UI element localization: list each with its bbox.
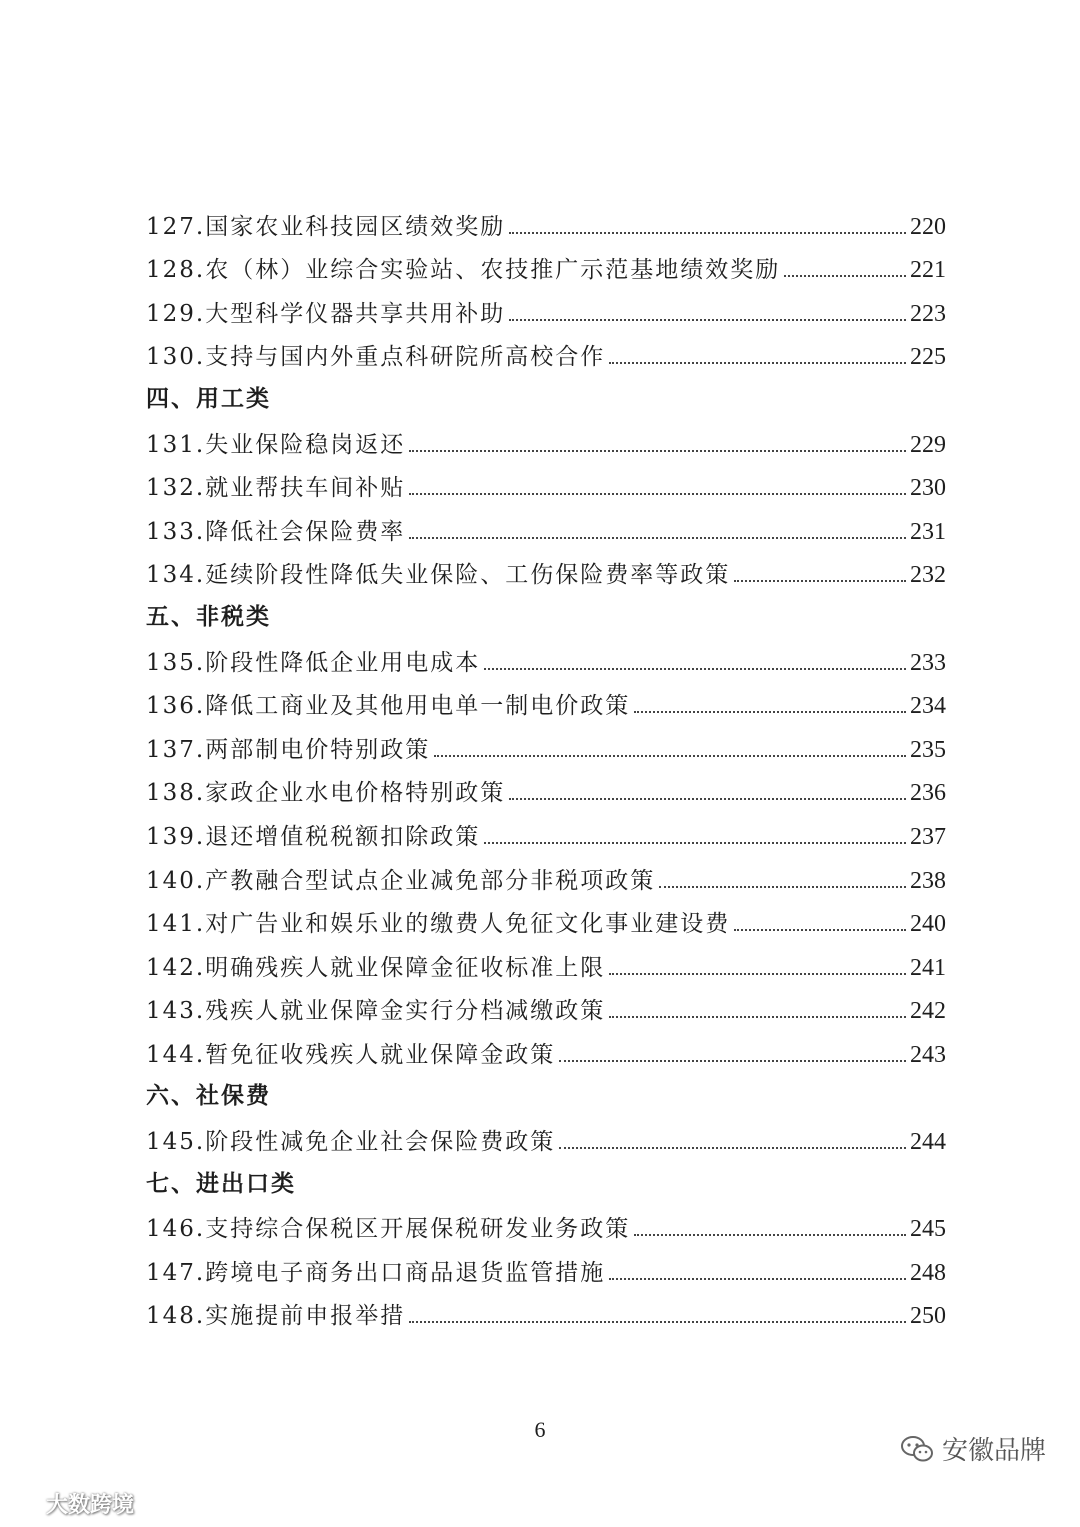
dot-leader (609, 973, 906, 975)
toc-entry-page: 220 (910, 213, 946, 240)
toc-entry[interactable] (146, 631, 946, 675)
toc-entry-page: 248 (910, 1259, 946, 1286)
watermark-left (6, 1488, 134, 1519)
toc-entry-page: 240 (910, 911, 946, 938)
toc-entry[interactable] (146, 1198, 946, 1242)
toc-entry[interactable] (146, 762, 946, 806)
toc-entry[interactable] (146, 849, 946, 893)
toc-entry-page: 234 (910, 693, 946, 720)
toc-entry-label: 141.对广告业和娱乐业的缴费人免征文化事业建设费 (146, 911, 731, 938)
toc-entry-label: 139.退还增值税税额扣除政策 (146, 823, 481, 850)
toc-entry-label: 129.大型科学仪器共享共用补助 (146, 300, 506, 327)
toc-entry[interactable] (146, 893, 946, 937)
dot-leader (509, 798, 906, 800)
toc-entry-label: 142.明确残疾人就业保障金征收标准上限 (146, 954, 606, 981)
dot-leader (509, 232, 906, 234)
toc-entry-page: 231 (910, 518, 946, 545)
dot-leader (609, 1278, 906, 1280)
watermark-right (900, 1430, 1046, 1467)
dot-leader (734, 580, 906, 582)
toc-entry-label: 137.两部制电价特别政策 (146, 736, 431, 763)
toc-entry-page: 235 (910, 736, 946, 763)
dot-leader (509, 319, 906, 321)
toc-entry[interactable] (146, 718, 946, 762)
toc-entry-label: 147.跨境电子商务出口商品退货监管措施 (146, 1259, 606, 1286)
toc-entry-label: 146.支持综合保税区开展保税研发业务政策 (146, 1216, 631, 1243)
dot-leader (784, 275, 906, 277)
dot-leader (559, 1147, 906, 1149)
page-number: 6 (534, 1417, 546, 1442)
toc-entry[interactable] (146, 936, 946, 980)
toc-entry-label: 145.阶段性减免企业社会保险费政策 (146, 1129, 556, 1156)
dot-leader (484, 842, 906, 844)
toc-entry-page: 242 (910, 998, 946, 1025)
dot-leader (409, 1321, 906, 1323)
toc-entry-label: 133.降低社会保险费率 (146, 518, 406, 545)
wechat-icon (900, 1434, 934, 1464)
dot-leader (659, 886, 906, 888)
toc-entry-page: 230 (910, 475, 946, 502)
toc-entry[interactable] (146, 805, 946, 849)
toc-entry-label: 138.家政企业水电价格特别政策 (146, 780, 506, 807)
dot-leader (609, 1016, 906, 1018)
dot-leader (484, 668, 906, 670)
table-of-contents (146, 195, 946, 1328)
toc-entry-label: 148.实施提前申报举措 (146, 1303, 406, 1330)
dot-leader (734, 929, 906, 931)
logo-icon (6, 1494, 42, 1514)
dot-leader (434, 755, 906, 757)
toc-entry-page: 244 (910, 1129, 946, 1156)
section-heading: 五、非税类 (146, 603, 271, 630)
toc-entry[interactable] (146, 195, 946, 239)
toc-entry-label: 143.残疾人就业保障金实行分档减缴政策 (146, 998, 606, 1025)
dot-leader (609, 362, 906, 364)
toc-entry-page: 221 (910, 257, 946, 284)
toc-entry-page: 237 (910, 823, 946, 850)
toc-entry[interactable] (146, 457, 946, 501)
toc-entry[interactable] (146, 675, 946, 719)
toc-entry-page: 225 (910, 344, 946, 371)
toc-entry[interactable] (146, 500, 946, 544)
toc-entry-page: 243 (910, 1041, 946, 1068)
toc-entry-label: 131.失业保险稳岗返还 (146, 431, 406, 458)
toc-entry[interactable] (146, 1110, 946, 1154)
section-heading: 六、社保费 (146, 1083, 271, 1110)
toc-entry[interactable] (146, 413, 946, 457)
dot-leader (409, 450, 906, 452)
toc-entry[interactable] (146, 282, 946, 326)
dot-leader (559, 1060, 906, 1062)
watermark-left-text: 大数跨境 (46, 1493, 135, 1518)
toc-entry-label: 130.支持与国内外重点科研院所高校合作 (146, 344, 606, 371)
toc-entry-label: 135.阶段性降低企业用电成本 (146, 649, 481, 676)
toc-entry-label: 144.暂免征收残疾人就业保障金政策 (146, 1041, 556, 1068)
toc-entry-page: 241 (910, 954, 946, 981)
toc-entry-label: 136.降低工商业及其他用电单一制电价政策 (146, 693, 631, 720)
toc-entry-label: 132.就业帮扶车间补贴 (146, 475, 406, 502)
toc-entry-label: 140.产教融合型试点企业减免部分非税项政策 (146, 867, 656, 894)
section-heading: 七、进出口类 (146, 1170, 296, 1197)
watermark-right-text: 安徽品牌 (941, 1436, 1046, 1466)
toc-entry-page: 229 (910, 431, 946, 458)
toc-entry-page: 223 (910, 300, 946, 327)
toc-entry[interactable] (146, 239, 946, 283)
toc-entry-page: 233 (910, 649, 946, 676)
dot-leader (634, 1234, 906, 1236)
toc-entry-page: 245 (910, 1216, 946, 1243)
toc-entry-label: 128.农（林）业综合实验站、农技推广示范基地绩效奖励 (146, 257, 781, 284)
toc-entry-page: 236 (910, 780, 946, 807)
toc-entry-page: 238 (910, 867, 946, 894)
dot-leader (409, 537, 906, 539)
toc-entry[interactable] (146, 980, 946, 1024)
dot-leader (634, 711, 906, 713)
toc-entry[interactable] (146, 1285, 946, 1329)
toc-entry[interactable] (146, 1023, 946, 1067)
toc-entry-page: 232 (910, 562, 946, 589)
section-heading: 四、用工类 (146, 385, 271, 412)
dot-leader (409, 493, 906, 495)
toc-entry-page: 250 (910, 1303, 946, 1330)
toc-entry[interactable] (146, 1241, 946, 1285)
toc-entry[interactable] (146, 544, 946, 588)
toc-entry[interactable] (146, 326, 946, 370)
toc-entry-label: 127.国家农业科技园区绩效奖励 (146, 213, 506, 240)
toc-entry-label: 134.延续阶段性降低失业保险、工伤保险费率等政策 (146, 562, 731, 589)
